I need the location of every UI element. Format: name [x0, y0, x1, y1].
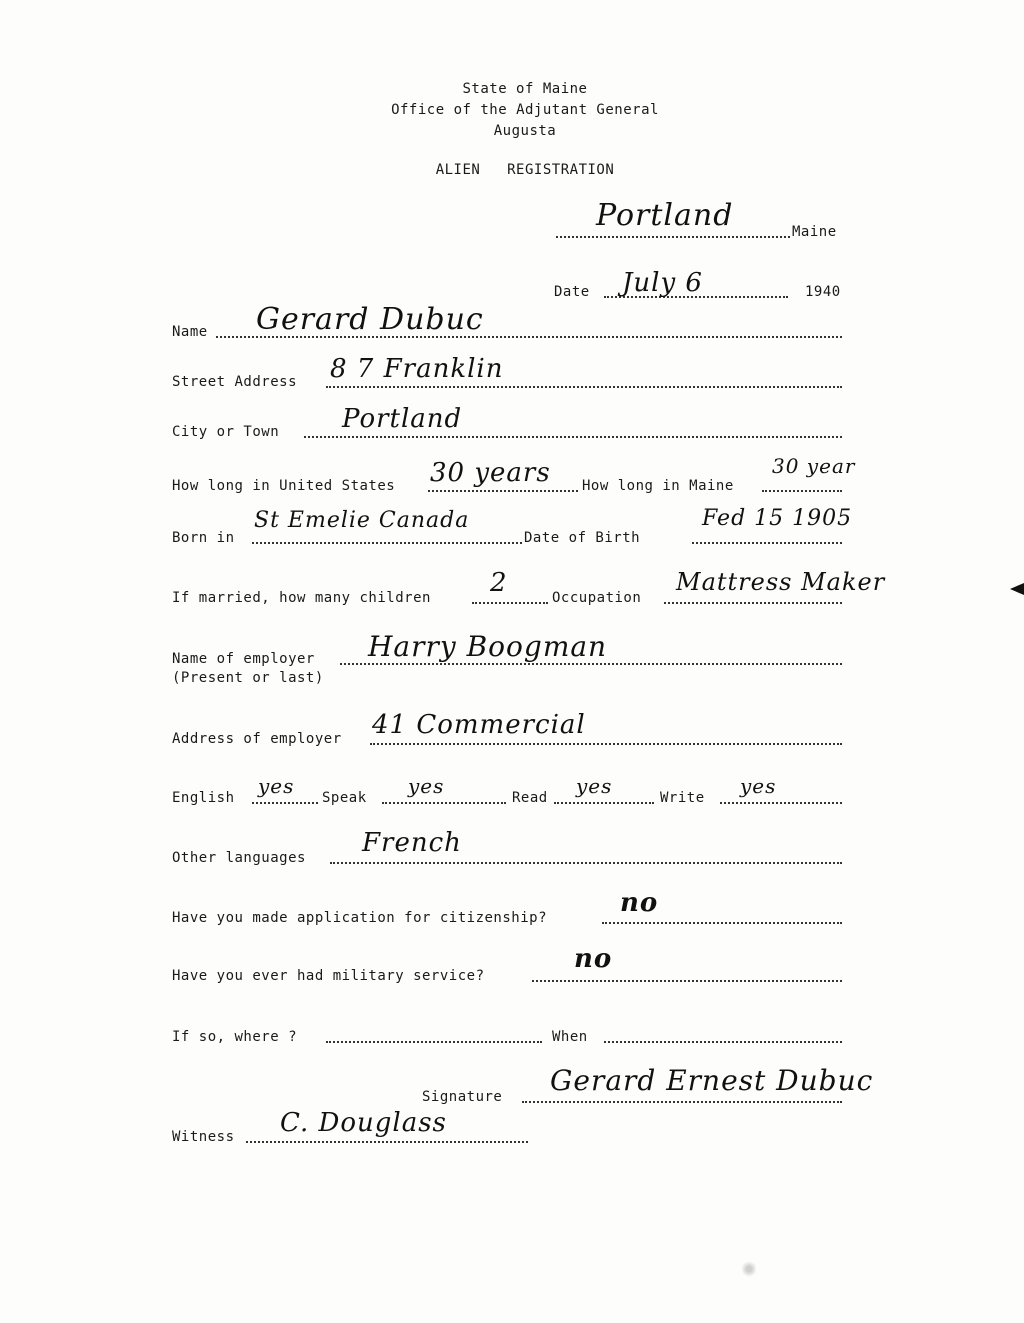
- occupation-dotted-line: [664, 602, 842, 604]
- how-long-maine-dotted-line: [762, 490, 842, 492]
- other-languages-value: French: [362, 828, 462, 858]
- date-label: Date: [554, 284, 590, 300]
- speak-value: yes: [408, 774, 445, 798]
- place-dotted-line: [556, 236, 790, 238]
- employer-label: Name of employer: [172, 651, 315, 667]
- city-label: City or Town: [172, 424, 280, 440]
- place-value: Portland: [596, 198, 734, 233]
- citizenship-value: no: [620, 888, 659, 918]
- signature-value: Gerard Ernest Dubuc: [550, 1064, 874, 1097]
- employer-address-label: Address of employer: [172, 731, 342, 747]
- read-dotted-line: [554, 802, 654, 804]
- children-dotted-line: [472, 602, 548, 604]
- when-label: When: [552, 1029, 588, 1045]
- street-label: Street Address: [172, 374, 298, 390]
- how-long-us-value: 30 years: [430, 458, 551, 488]
- witness-value: C. Douglass: [280, 1108, 447, 1138]
- header-state: State of Maine: [462, 81, 588, 97]
- occupation-label: Occupation: [552, 590, 642, 606]
- how-long-us-label: How long in United States: [172, 478, 396, 494]
- children-value: 2: [490, 568, 508, 598]
- other-languages-label: Other languages: [172, 850, 306, 866]
- dob-value: Fed 15 1905: [702, 506, 853, 531]
- date-value: July 6: [622, 268, 703, 298]
- write-label: Write: [660, 790, 705, 806]
- header-office: Office of the Adjutant General: [391, 102, 659, 118]
- witness-label: Witness: [172, 1129, 235, 1145]
- write-dotted-line: [720, 802, 842, 804]
- how-long-maine-value: 30 year: [772, 454, 856, 478]
- date-year: 1940: [805, 284, 841, 300]
- military-value: no: [574, 944, 613, 974]
- witness-dotted-line: [246, 1141, 528, 1143]
- military-dotted-line: [532, 980, 842, 982]
- read-value: yes: [576, 774, 613, 798]
- street-dotted-line: [326, 386, 842, 388]
- signature-dotted-line: [522, 1101, 842, 1103]
- employer-value: Harry Boogman: [368, 630, 608, 663]
- employer-dotted-line: [340, 663, 842, 665]
- street-value: 8 7 Franklin: [330, 354, 504, 384]
- how-long-maine-label: How long in Maine: [582, 478, 734, 494]
- citizenship-label: Have you made application for citizenship?: [172, 910, 548, 926]
- where-label: If so, where ?: [172, 1029, 298, 1045]
- read-label: Read: [512, 790, 548, 806]
- born-in-dotted-line: [252, 542, 522, 544]
- place-suffix: Maine: [792, 224, 837, 240]
- city-value: Portland: [342, 404, 463, 434]
- military-label: Have you ever had military service?: [172, 968, 485, 984]
- citizenship-dotted-line: [602, 922, 842, 924]
- write-value: yes: [740, 774, 777, 798]
- english-value: yes: [258, 774, 295, 798]
- name-value: Gerard Dubuc: [256, 302, 484, 337]
- scan-speck: [742, 1258, 756, 1280]
- how-long-us-dotted-line: [428, 490, 578, 492]
- employer-address-dotted-line: [370, 743, 842, 745]
- when-dotted-line: [604, 1041, 842, 1043]
- born-in-value: St Emelie Canada: [254, 508, 470, 533]
- employer-address-value: 41 Commercial: [372, 710, 586, 740]
- margin-arrow-icon: [1010, 583, 1024, 595]
- signature-label: Signature: [422, 1089, 503, 1105]
- speak-dotted-line: [382, 802, 506, 804]
- speak-label: Speak: [322, 790, 367, 806]
- children-label: If married, how many children: [172, 590, 431, 606]
- employer-sublabel: (Present or last): [172, 670, 324, 686]
- english-dotted-line: [252, 802, 318, 804]
- where-dotted-line: [326, 1041, 542, 1043]
- english-label: English: [172, 790, 235, 806]
- occupation-value: Mattress Maker: [676, 568, 886, 596]
- header-city: Augusta: [493, 123, 557, 139]
- born-in-label: Born in: [172, 530, 235, 546]
- city-dotted-line: [304, 436, 842, 438]
- name-label: Name: [172, 324, 208, 340]
- other-languages-dotted-line: [330, 862, 842, 864]
- form-title: ALIEN REGISTRATION: [435, 162, 615, 178]
- dob-dotted-line: [692, 542, 842, 544]
- dob-label: Date of Birth: [524, 530, 641, 546]
